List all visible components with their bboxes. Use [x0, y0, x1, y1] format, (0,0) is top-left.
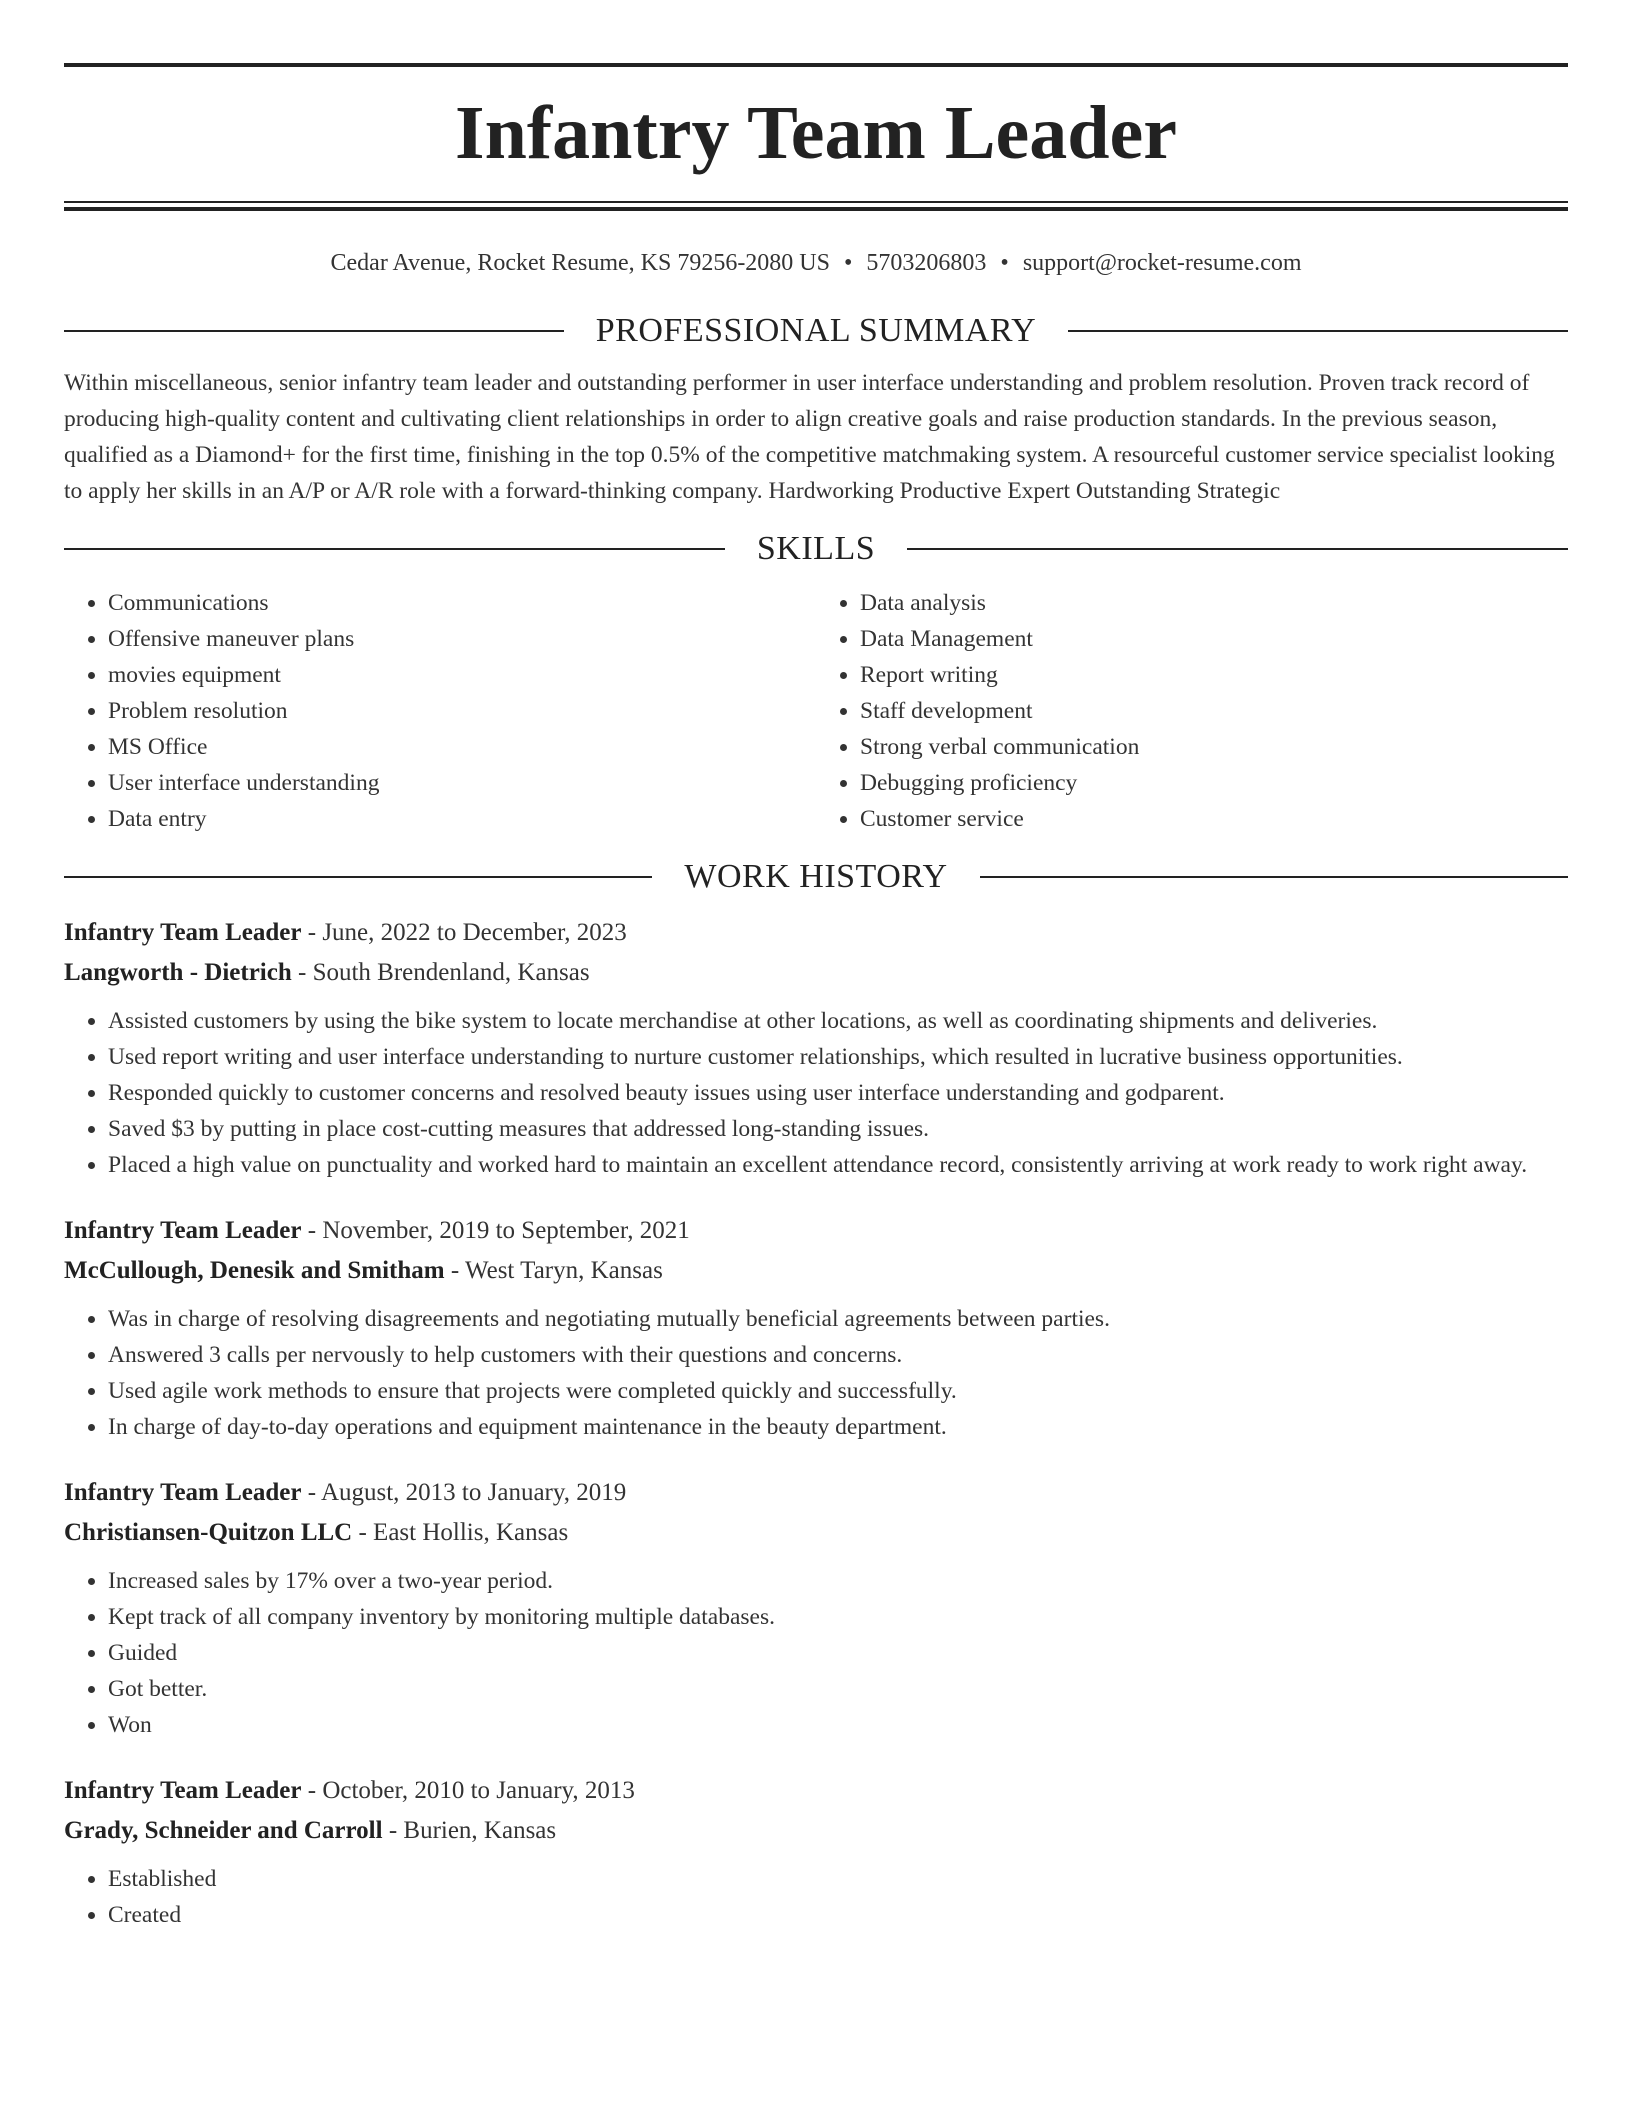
skill-item: • MS Office — [108, 729, 816, 765]
job-bullet: • Was in charge of resolving disagreements and negotiating mutually beneficial agreements between parties. — [108, 1301, 1568, 1337]
work-heading-label: WORK HISTORY — [684, 858, 948, 895]
job-bullet: • In charge of day-to-day operations and equipment maintenance in the beauty department. — [108, 1409, 1568, 1445]
job-bullets — [64, 1861, 1568, 1933]
job-bullet: • Created — [108, 1897, 1568, 1933]
job-bullet: • Kept track of all company inventory by monitoring multiple databases. — [108, 1599, 1568, 1635]
job-title-line — [64, 1211, 1568, 1251]
contact-email: support@rocket-resume.com — [1022, 250, 1302, 276]
job-bullets — [64, 1301, 1568, 1445]
job-bullet: • Responded quickly to customer concerns and resolved beauty issues using user interface understanding and godparent. — [108, 1075, 1568, 1111]
job-location: - South Brendenland, Kansas — [291, 959, 590, 986]
skill-item: • Problem resolution — [108, 693, 816, 729]
skills-column-right — [816, 585, 1568, 837]
job-bullet: • Placed a high value on punctuality and worked hard to maintain an excellent attendance record, consistently arriving at work ready to work right away. — [108, 1147, 1568, 1183]
job-bullet: • Answered 3 calls per nervously to help customers with their questions and concerns. — [108, 1337, 1568, 1373]
job-location: - West Taryn, Kansas — [444, 1257, 663, 1284]
skills-list — [64, 585, 1568, 837]
job-bullet: • Got better. — [108, 1671, 1568, 1707]
header-double-rule — [64, 201, 1568, 211]
skills-heading-label: SKILLS — [756, 530, 876, 567]
skills-heading — [64, 527, 1568, 571]
heading-rule-left — [64, 548, 725, 550]
heading-rule-right — [907, 548, 1568, 550]
job-bullets — [64, 1003, 1568, 1183]
job-entry — [64, 913, 1568, 1183]
skill-item: • Offensive maneuver plans — [108, 621, 816, 657]
job-company-line — [64, 1513, 1568, 1553]
work-heading — [64, 855, 1568, 899]
heading-rule-right — [980, 876, 1568, 878]
contact-line — [64, 247, 1568, 279]
job-dates: - June, 2022 to December, 2023 — [301, 919, 627, 946]
skill-item: • Strong verbal communication — [860, 729, 1568, 765]
job-role: Infantry Team Leader — [64, 919, 302, 946]
job-company-line — [64, 953, 1568, 993]
job-bullets — [64, 1563, 1568, 1743]
job-role: Infantry Team Leader — [64, 1217, 302, 1244]
skill-item: • Communications — [108, 585, 816, 621]
skill-item: • Data entry — [108, 801, 816, 837]
job-dates: - November, 2019 to September, 2021 — [301, 1217, 690, 1244]
skill-item: • Data Management — [860, 621, 1568, 657]
resume-page — [64, 0, 1568, 1933]
contact-address: Cedar Avenue, Rocket Resume, KS 79256-2080 US — [330, 250, 830, 276]
skills-column-left — [64, 585, 816, 837]
skill-item: • Customer service — [860, 801, 1568, 837]
job-title-line — [64, 1771, 1568, 1811]
resume-name: Infantry Team Leader — [455, 91, 1177, 175]
contact-phone: 5703206803 — [866, 250, 987, 276]
job-role: Infantry Team Leader — [64, 1777, 302, 1804]
skill-item: • User interface understanding — [108, 765, 816, 801]
heading-rule-left — [64, 330, 564, 332]
skill-item: • movies equipment — [108, 657, 816, 693]
job-company: Grady, Schneider and Carroll — [64, 1817, 383, 1844]
skill-item: • Report writing — [860, 657, 1568, 693]
job-title-line — [64, 1473, 1568, 1513]
job-bullet: • Assisted customers by using the bike system to locate merchandise at other locations, as well as coordinating shipments and deliveries. — [108, 1003, 1568, 1039]
heading-rule-left — [64, 876, 652, 878]
contact-separator: • — [844, 250, 853, 276]
job-bullet: • Saved $3 by putting in place cost-cutting measures that addressed long-standing issues. — [108, 1111, 1568, 1147]
job-company-line — [64, 1251, 1568, 1291]
job-company: McCullough, Denesik and Smitham — [64, 1257, 445, 1284]
job-bullet: • Used report writing and user interface understanding to nurture customer relationships, which resulted in lucrative business opportunities. — [108, 1039, 1568, 1075]
job-bullet: • Established — [108, 1861, 1568, 1897]
job-entry — [64, 1211, 1568, 1445]
job-bullet: • Guided — [108, 1635, 1568, 1671]
skill-item: • Debugging proficiency — [860, 765, 1568, 801]
job-entry — [64, 1473, 1568, 1743]
job-company: Christiansen-Quitzon LLC — [64, 1519, 353, 1546]
job-bullet: • Used agile work methods to ensure that projects were completed quickly and successfully. — [108, 1373, 1568, 1409]
job-dates: - August, 2013 to January, 2019 — [301, 1479, 627, 1506]
heading-rule-right — [1068, 330, 1568, 332]
job-location: - East Hollis, Kansas — [352, 1519, 569, 1546]
job-company: Langworth - Dietrich — [64, 959, 292, 986]
job-role: Infantry Team Leader — [64, 1479, 302, 1506]
skill-item: • Data analysis — [860, 585, 1568, 621]
summary-heading-label: PROFESSIONAL SUMMARY — [595, 312, 1037, 349]
job-entry — [64, 1771, 1568, 1933]
contact-separator: • — [1000, 250, 1009, 276]
job-dates: - October, 2010 to January, 2013 — [301, 1777, 635, 1804]
job-bullet: • Increased sales by 17% over a two-year period. — [108, 1563, 1568, 1599]
summary-text: Within miscellaneous, senior infantry team leader and outstanding performer in user interface understanding and problem resolution. Proven track record of producing high-quality content and cultivating client relationships in order to align creative goals and raise production standards. In the previous season, qualified as a Diamond+ for the first time, finishing in the top 0.5% of the competitive matchmaking system. A resourceful customer service specialist looking to apply her skills in an A/P or A/R role with a forward-thinking company. Hardworking Productive Expert Outstanding Strategic — [64, 370, 1555, 504]
header-top-rule — [64, 63, 1568, 67]
summary-heading — [64, 309, 1568, 353]
job-location: - Burien, Kansas — [382, 1817, 557, 1844]
skill-item: • Staff development — [860, 693, 1568, 729]
job-company-line — [64, 1811, 1568, 1851]
job-bullet: • Won — [108, 1707, 1568, 1743]
job-title-line — [64, 913, 1568, 953]
